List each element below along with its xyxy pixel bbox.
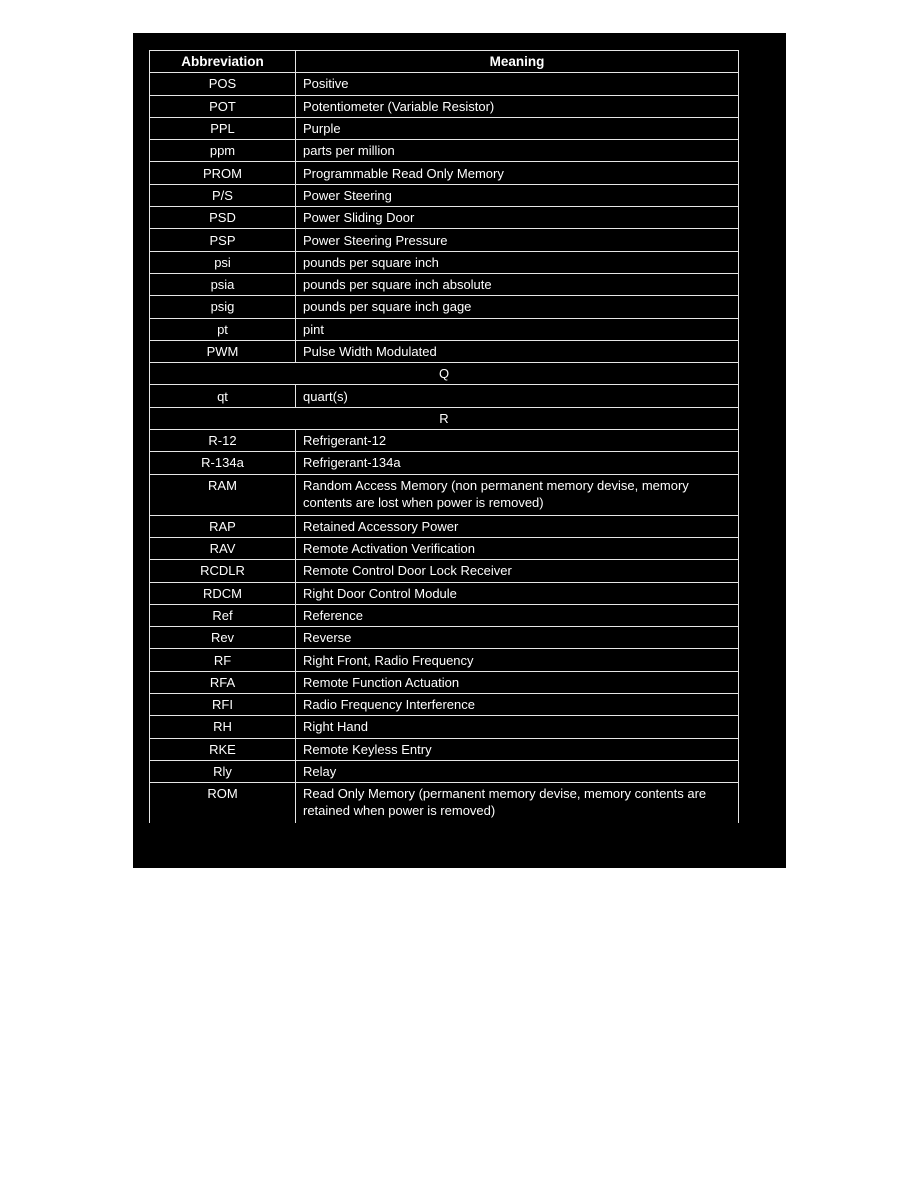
meaning-cell: Right Hand xyxy=(296,716,739,738)
meaning-cell: Reverse xyxy=(296,627,739,649)
meaning-cell: Purple xyxy=(296,117,739,139)
abbreviation-cell: pt xyxy=(150,318,296,340)
table-row xyxy=(150,117,739,139)
meaning-cell: Pulse Width Modulated xyxy=(296,340,739,362)
abbreviation-cell: RKE xyxy=(150,738,296,760)
meaning-cell: pint xyxy=(296,318,739,340)
table-row xyxy=(150,273,739,295)
table-row xyxy=(150,474,739,515)
meaning-cell: quart(s) xyxy=(296,385,739,407)
table-row xyxy=(150,385,739,407)
abbreviation-cell: POS xyxy=(150,73,296,95)
scanned-page-image xyxy=(133,33,786,868)
abbreviation-cell: PROM xyxy=(150,162,296,184)
table-row xyxy=(150,95,739,117)
abbreviation-cell: ROM xyxy=(150,783,296,824)
table-row xyxy=(150,296,739,318)
table-row xyxy=(150,537,739,559)
meaning-cell: pounds per square inch gage xyxy=(296,296,739,318)
meaning-cell: Read Only Memory (permanent memory devise, memory contents are retained when power is removed) xyxy=(296,783,739,824)
meaning-cell: Remote Keyless Entry xyxy=(296,738,739,760)
table-body xyxy=(150,73,739,823)
abbreviation-cell: POT xyxy=(150,95,296,117)
meaning-cell: Remote Activation Verification xyxy=(296,537,739,559)
header-meaning: Meaning xyxy=(296,51,739,73)
header-row xyxy=(150,51,739,73)
section-letter: R xyxy=(150,407,739,429)
table-row xyxy=(150,716,739,738)
abbreviation-cell: PWM xyxy=(150,340,296,362)
abbreviation-cell: RCDLR xyxy=(150,560,296,582)
section-row xyxy=(150,407,739,429)
table-row xyxy=(150,694,739,716)
table-row xyxy=(150,229,739,251)
meaning-cell: Right Front, Radio Frequency xyxy=(296,649,739,671)
meaning-cell: parts per million xyxy=(296,140,739,162)
meaning-cell: Power Steering Pressure xyxy=(296,229,739,251)
meaning-cell: Programmable Read Only Memory xyxy=(296,162,739,184)
meaning-cell: Power Steering xyxy=(296,184,739,206)
meaning-cell: Reference xyxy=(296,604,739,626)
meaning-cell: Remote Function Actuation xyxy=(296,671,739,693)
meaning-cell: Remote Control Door Lock Receiver xyxy=(296,560,739,582)
section-row xyxy=(150,363,739,385)
abbreviation-cell: qt xyxy=(150,385,296,407)
abbreviation-cell: psia xyxy=(150,273,296,295)
table-row xyxy=(150,671,739,693)
meaning-cell: Potentiometer (Variable Resistor) xyxy=(296,95,739,117)
abbreviation-cell: PPL xyxy=(150,117,296,139)
abbreviation-table xyxy=(149,50,739,823)
meaning-cell: Positive xyxy=(296,73,739,95)
table-row xyxy=(150,184,739,206)
table-row xyxy=(150,582,739,604)
abbreviation-cell: R-134a xyxy=(150,452,296,474)
table-row xyxy=(150,627,739,649)
abbreviation-cell: RDCM xyxy=(150,582,296,604)
abbreviation-cell: RFI xyxy=(150,694,296,716)
table-row xyxy=(150,738,739,760)
abbreviation-cell: RAP xyxy=(150,515,296,537)
abbreviation-cell: RAM xyxy=(150,474,296,515)
abbreviation-cell: psig xyxy=(150,296,296,318)
table-row xyxy=(150,560,739,582)
abbreviation-cell: ppm xyxy=(150,140,296,162)
abbreviation-cell: psi xyxy=(150,251,296,273)
abbreviation-cell: PSD xyxy=(150,207,296,229)
table-row xyxy=(150,760,739,782)
abbreviation-cell: RF xyxy=(150,649,296,671)
meaning-cell: Random Access Memory (non permanent memory devise, memory contents are lost when power is removed) xyxy=(296,474,739,515)
abbreviation-cell: P/S xyxy=(150,184,296,206)
table-row xyxy=(150,140,739,162)
abbreviation-cell: Ref xyxy=(150,604,296,626)
table-row xyxy=(150,318,739,340)
table-row xyxy=(150,430,739,452)
abbreviation-cell: RFA xyxy=(150,671,296,693)
table-row xyxy=(150,251,739,273)
meaning-cell: Radio Frequency Interference xyxy=(296,694,739,716)
table-row xyxy=(150,452,739,474)
abbreviation-cell: R-12 xyxy=(150,430,296,452)
section-letter: Q xyxy=(150,363,739,385)
table-row xyxy=(150,515,739,537)
meaning-cell: Refrigerant-134a xyxy=(296,452,739,474)
table-row xyxy=(150,340,739,362)
meaning-cell: pounds per square inch absolute xyxy=(296,273,739,295)
meaning-cell: Refrigerant-12 xyxy=(296,430,739,452)
table-row xyxy=(150,207,739,229)
table-row xyxy=(150,162,739,184)
abbreviation-cell: RH xyxy=(150,716,296,738)
meaning-cell: Retained Accessory Power xyxy=(296,515,739,537)
meaning-cell: Relay xyxy=(296,760,739,782)
abbreviation-cell: Rly xyxy=(150,760,296,782)
table-row xyxy=(150,604,739,626)
table-row xyxy=(150,783,739,824)
abbreviation-cell: Rev xyxy=(150,627,296,649)
table-row xyxy=(150,649,739,671)
abbreviation-cell: RAV xyxy=(150,537,296,559)
meaning-cell: Right Door Control Module xyxy=(296,582,739,604)
abbreviation-cell: PSP xyxy=(150,229,296,251)
table-row xyxy=(150,73,739,95)
meaning-cell: Power Sliding Door xyxy=(296,207,739,229)
header-abbreviation: Abbreviation xyxy=(150,51,296,73)
meaning-cell: pounds per square inch xyxy=(296,251,739,273)
